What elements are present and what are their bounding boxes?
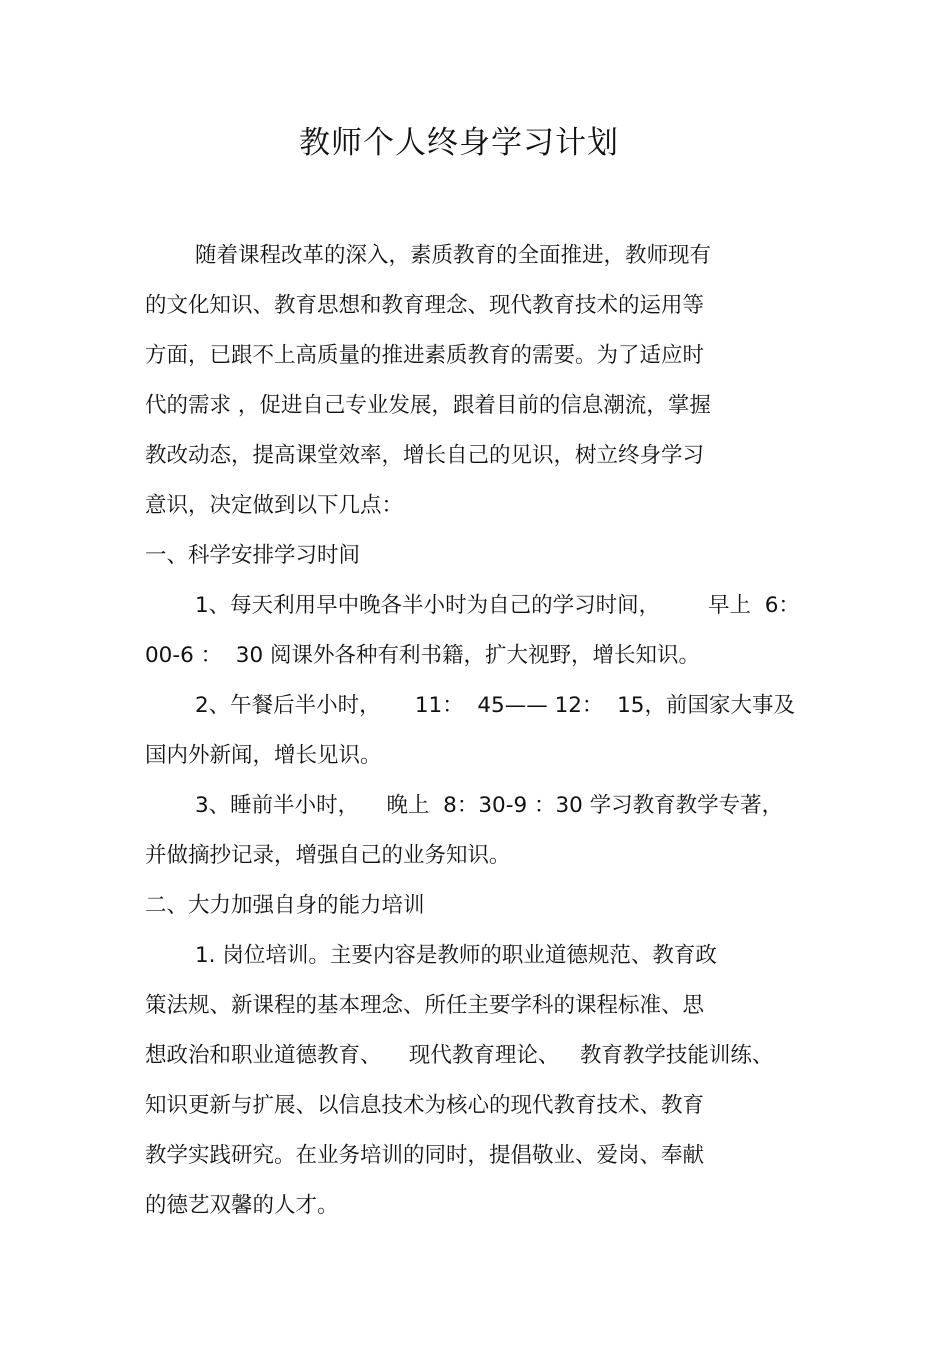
section-heading: 二、大力加强自身的能力培训 [145, 893, 425, 918]
section-heading: 一、科学安排学习时间 [145, 543, 361, 568]
document-title: 教师个人终身学习计划 [299, 125, 619, 161]
paragraph-line: 随着课程改革的深入，素质教育的全面推进，教师现有 [195, 243, 712, 268]
paragraph-line: 代的需求 ，促进自己专业发展，跟着目前的信息潮流，掌握 [145, 393, 711, 418]
paragraph-line: 想政治和职业道德教育、 现代教育理论、 教育教学技能训练、 [145, 1043, 774, 1068]
paragraph-line: 教改动态，提高课堂效率，增长自己的见识，树立终身学习 [145, 443, 705, 468]
paragraph-line: 3、睡前半小时， 晚上 8：30-9 ：30 学习教育教学专著， [195, 793, 784, 818]
paragraph-line: 意识，决定做到以下几点： [145, 493, 404, 518]
paragraph-line: 并做摘抄记录，增强自己的业务知识。 [145, 843, 511, 868]
paragraph-line: 教学实践研究。在业务培训的同时，提倡敬业、爱岗、奉献 [145, 1143, 705, 1168]
paragraph-line: 策法规、新课程的基本理念、所任主要学科的课程标准、思 [145, 993, 705, 1018]
paragraph-line: 的文化知识、教育思想和教育理念、现代教育技术的运用等 [145, 293, 705, 318]
paragraph-line: 知识更新与扩展、以信息技术为核心的现代教育技术、教育 [145, 1093, 705, 1118]
paragraph-line: 1、每天利用早中晚各半小时为自己的学习时间， 早上 6： [195, 593, 800, 618]
paragraph-line: 1. 岗位培训。主要内容是教师的职业道德规范、教育政 [195, 943, 717, 968]
paragraph-line: 00-6 ： 30 阅课外各种有利书籍，扩大视野，增长知识。 [145, 643, 700, 668]
paragraph-line: 国内外新闻，增长见识。 [145, 743, 382, 768]
paragraph-line: 的德艺双馨的人才。 [145, 1193, 339, 1218]
paragraph-line: 方面，已跟不上高质量的推进素质教育的需要。为了适应时 [145, 343, 705, 368]
paragraph-line: 2、午餐后半小时， 11： 45—— 12： 15，前国家大事及 [195, 693, 795, 718]
